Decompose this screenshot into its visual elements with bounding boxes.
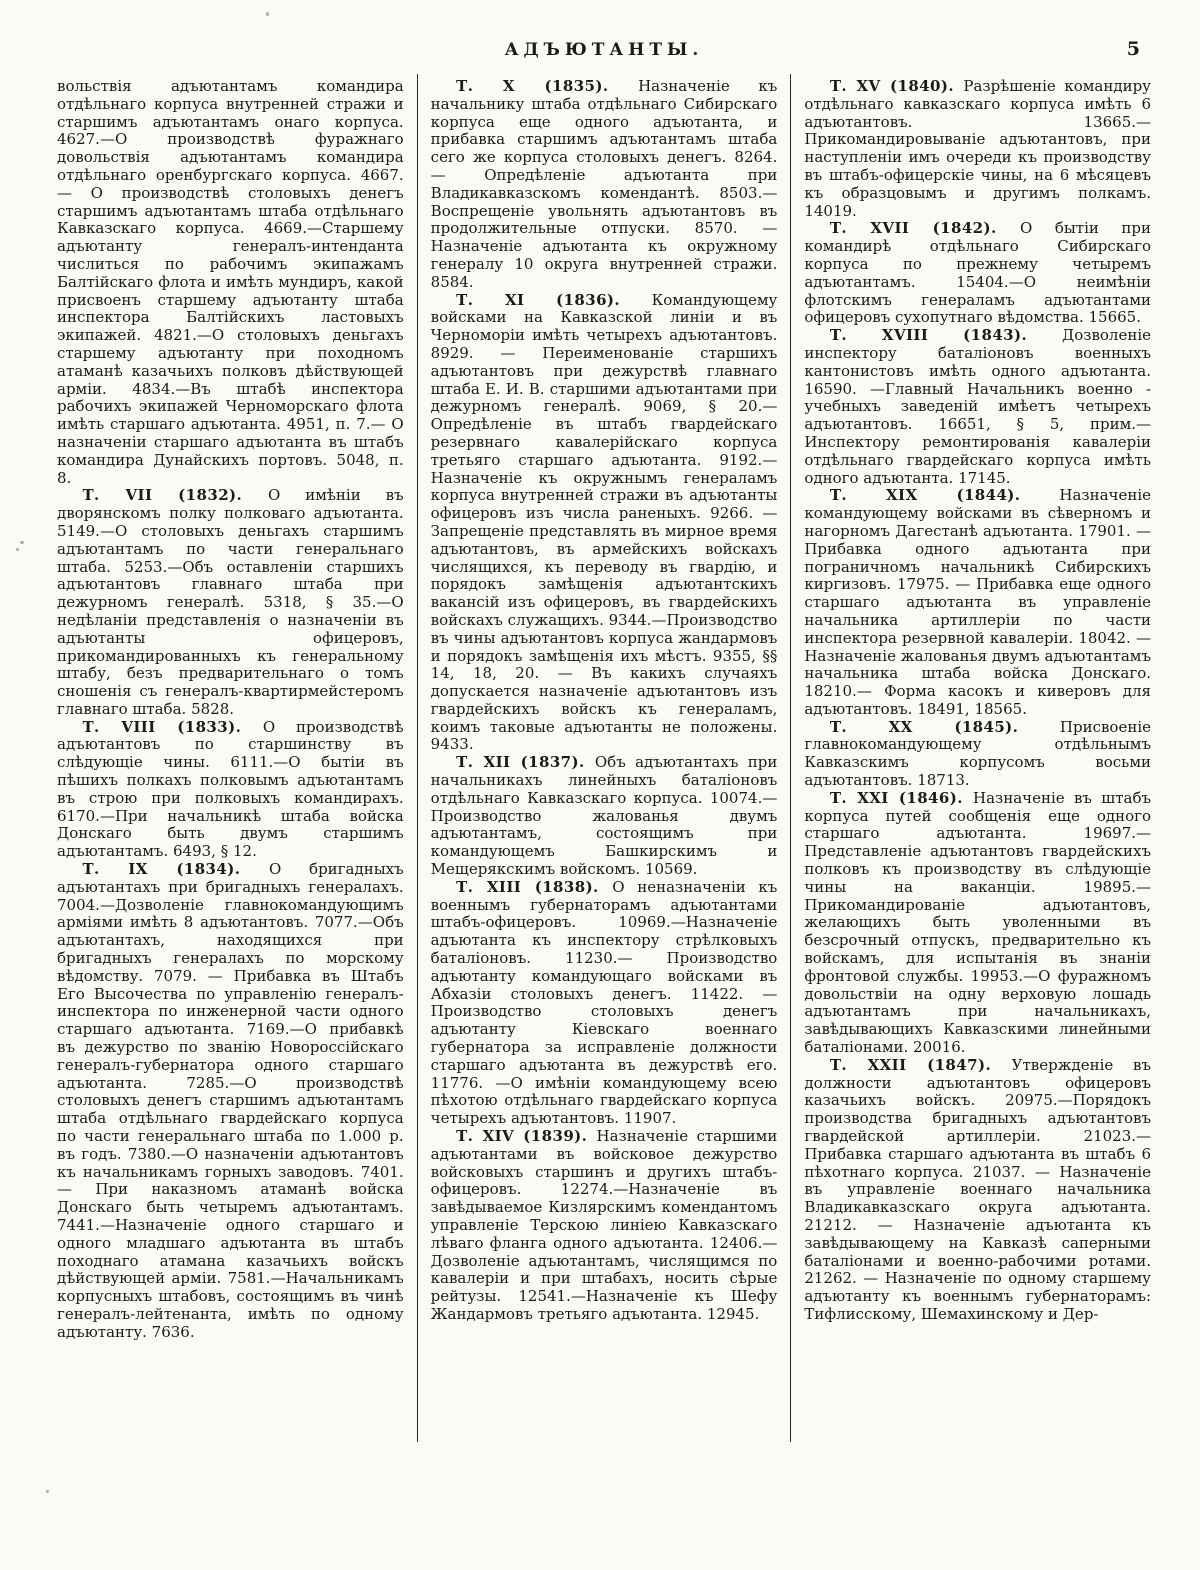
entry-heading: Т. XXI (1846).: [829, 788, 974, 807]
entry-paragraph: вольствія адъютантамъ командира отдѣльнаго корпуса внутренней стражи и старшимъ адъютантамъ онаго корпуса. 4627.—О производствѣ фуражнаго довольствія адъютантамъ командира отдѣльнаго оренбургскаго корпуса. 4667.— О производствѣ столовыхъ денегъ старшимъ адъютантамъ штаба отдѣльнаго Кавказскаго корпуса. 4669.—Старшему адъютанту генералъ-интенданта числиться по рабочимъ экипажамъ Балтійскаго флота и имѣть мундиръ, какой присвоенъ старшему адъютанту штаба инспектора Балтійскихъ ластовыхъ экипажей. 4821.—О столовыхъ деньгахъ старшему адъютанту при походномъ атаманѣ казачьихъ полковъ дѣйствующей арміи. 4834.—Въ штабѣ инспектора рабочихъ экипажей Черноморскаго флота имѣть старшаго адъютанта. 4951, п. 7.— О назначеніи старшаго адъютанта въ штабъ командира Дунайскихъ портовъ. 5048, п. 8.: [57, 77, 404, 487]
entry-heading: Т. XVIII (1843).: [829, 326, 1063, 345]
page-number: 5: [1126, 38, 1140, 60]
scan-speck: [20, 541, 24, 544]
scan-speck: [16, 548, 19, 551]
entry-heading: Т. X (1835).: [456, 77, 639, 95]
entry-paragraph: Т. XI (1836). Командующему войсками на Кавказской линіи и въ Черноморіи имѣть четырехъ адъютантовъ. 8929. — Переименованіе старшихъ адъютантовъ при дежурствѣ главнаго штаба Е. И. В. старшими адъютантами при дежурномъ генералѣ. 9069, § 20.— Опредѣленіе въ штабъ гвардейскаго резервнаго кавалерійскаго корпуса третьяго старшаго адъютанта. 9192.—Назначеніе къ окружнымъ генераламъ корпуса внутренней стражи въ адъютанты офицеровъ изъ числа раненыхъ. 9266. — Запрещеніе представлять въ мирное время адъютантовъ, въ армейскихъ войскахъ числящихся, къ переводу въ гвардію, и порядокъ замѣщенія адъютантскихъ вакансій изъ офицеровъ, въ гвардейскихъ войскахъ служащихъ. 9344.—Производство въ чины адъютантовъ корпуса жандармовъ и порядокъ замѣщенія ихъ мѣстъ. 9355, §§ 14, 18, 20. — Въ какихъ случаяхъ допускается назначеніе адъютантовъ изъ гвардейскихъ войскъ къ генераламъ, коимъ таковые адъютанты не положены. 9433.: [430, 290, 778, 754]
page-header: [44, 26, 1164, 68]
entry-paragraph: Т. X (1835). Назначеніе къ начальнику штаба отдѣльнаго Сибирскаго корпуса еще одного адъютанта, и прибавка старшимъ адъютантамъ штаба сего же корпуса столовыхъ денегъ. 8264. — Опредѣленіе адъютанта при Владикавказскомъ комендантѣ. 8503.—Воспрещеніе увольнять адъютантовъ въ продолжительные отпуски. 8570. — Назначеніе адъютанта къ окружному генералу 10 округа внутренней стражи. 8584.: [430, 77, 778, 291]
entry-paragraph: Т. XX (1845). Присвоеніе главнокомандующему отдѣльнымъ Кавказскимъ корпусомъ восьми адъютантовъ. 18713.: [804, 717, 1152, 790]
entry-paragraph: Т. VII (1832). О имѣніи въ дворянскомъ полку полковаго адъютанта. 5149.—О столовыхъ деньгахъ старшимъ адъютантамъ по части генеральнаго штаба. 5253.—Объ оставленіи старшихъ адъютантовъ главнаго штаба при дежурномъ генералѣ. 5318, § 35.—О недѣланіи представленія о назначеніи въ адъютанты офицеровъ, прикомандированныхъ къ генеральному штабу, безъ предварительнаго о томъ сношенія съ генералъ-квартирмейстеромъ главнаго штаба. 5828.: [57, 486, 404, 718]
entry-paragraph: Т. XXI (1846). Назначеніе въ штабъ корпуса путей сообщенія еще одного старшаго адъютанта. 19697.—Представленіе адъютантовъ гвардейскихъ полковъ къ производству въ слѣдующіе чины на ваканціи. 19895.— Прикомандированіе адъютантовъ, желающихъ быть уволенными въ безсрочный отпускъ, предварительно къ войскамъ, для испытанія въ знаніи фронтовой службы. 19953.—О фуражномъ довольствіи на одну верховую лошадь адъютантамъ при начальникахъ, завѣдывающихъ Кавказскими линейными баталіонами. 20016.: [804, 788, 1152, 1057]
entry-paragraph: Т. XVII (1842). О бытіи при командирѣ отдѣльнаго Сибирскаго корпуса по прежнему четыремъ адъютантамъ. 15404.—О неимѣніи флотскимъ генераламъ адъютантами офицеровъ сухопутнаго вѣдомства. 15665.: [804, 219, 1152, 327]
entry-paragraph: Т. XV (1840). Разрѣшеніе командиру отдѣльнаго кавказскаго корпуса имѣть 6 адъютантовъ. 13665.—Прикомандировываніе адъютантовъ, при наступленіи имъ очереди къ производству въ штабъ-офицерскіе чины, на 6 мѣсяцевъ къ образцовымъ и другимъ полкамъ. 14019.: [804, 77, 1152, 220]
entry-heading: Т. XVII (1842).: [829, 219, 1021, 238]
entry-heading: Т. VII (1832).: [82, 486, 268, 505]
entry-paragraph: Т. XVIII (1843). Дозволеніе инспектору баталіоновъ военныхъ кантонистовъ имѣть одного адъютанта. 16590. —Главный Начальникъ военно - учебныхъ заведеній имѣетъ четырехъ адъютантовъ. 16651, § 5, прим.—Инспектору ремонтированія кавалеріи отдѣльнаго гвардейскаго корпуса имѣть одного адъютанта. 17145.: [804, 326, 1152, 487]
entry-paragraph: Т. XIV (1839). Назначеніе старшими адъютантами въ войсковое дежурство войсковыхъ старшинъ и другихъ штабъ-офицеровъ. 12274.—Назначеніе въ завѣдываемое Кизлярскимъ комендантомъ управленіе Терскою линіею Кавказскаго лѣваго фланга одного адъютанта. 12406.— Дозволеніе адъютантамъ, числящимся по кавалеріи и при штабахъ, носить сѣрые рейтузы. 12541.—Назначеніе къ Шефу Жандармовъ третьяго адъютанта. 12945.: [430, 1127, 778, 1323]
scan-speck: [266, 12, 269, 16]
entry-paragraph: Т. VIII (1833). О производствѣ адъютантовъ по старшинству въ слѣдующіе чины. 6111.—О бытіи въ пѣшихъ полкахъ полковымъ адъютантамъ въ строю при полковыхъ командирахъ. 6170.—При начальникѣ штаба войска Донскаго быть двумъ старшимъ адъютантамъ. 6493, § 12.: [57, 717, 404, 861]
entry-heading: Т. XV (1840).: [829, 77, 964, 95]
entry-heading: Т. XII (1837).: [456, 753, 595, 772]
entry-heading: Т. VIII (1833).: [82, 717, 263, 736]
entry-heading: Т. XI (1836).: [456, 290, 652, 309]
entry-heading: Т. XIII (1838).: [456, 877, 613, 896]
entry-paragraph: Т. IX (1834). О бригадныхъ адъютантахъ при бригадныхъ генералахъ. 7004.—Дозволеніе главнокомандующимъ арміями имѣть 8 адъютантовъ. 7077.—Объ адъютантахъ, находящихся при бригадныхъ генералахъ по морскому вѣдомству. 7079. — Прибавка въ Штабъ Его Высочества по управленію генералъ-инспектора по инженерной части одного старшаго адъютанта. 7169.—О прибавкѣ въ дежурство по званію Новороссійскаго генералъ-губернатора одного старшаго адъютанта. 7285.—О производствѣ столовыхъ денегъ старшимъ адъютантамъ штаба отдѣльнаго гвардейскаго корпуса по части генеральнаго штаба по 1.000 р. въ годъ. 7380.—О назначеніи адъютантовъ къ начальникамъ горныхъ заводовъ. 7401. — При наказномъ атаманѣ войска Донскаго быть четыремъ адъютантамъ. 7441.—Назначеніе одного старшаго и одного младшаго адъютанта въ штабъ походнаго атамана казачьихъ войскъ дѣйствующей арміи. 7581.—Начальникамъ корпусныхъ штабовъ, состоящимъ въ чинѣ генералъ-лейтенанта, имѣть по одному адъютанту. 7636.: [57, 860, 404, 1341]
entry-paragraph: Т. XIX (1844). Назначеніе командующему войсками въ сѣверномъ и нагорномъ Дагестанѣ адъютанта. 17901. — Прибавка одного адъютанта при пограничномъ начальникѣ Сибирскихъ киргизовъ. 17975. — Прибавка еще одного старшаго адъютанта въ управленіе начальника артиллеріи по части инспектора резервной кавалеріи. 18042. — Назначеніе жалованья двумъ адъютантамъ начальника штаба войска Донскаго. 18210.— Форма касокъ и киверовъ для адъютантовъ. 18491, 18565.: [804, 486, 1152, 718]
scan-speck: [46, 1490, 49, 1493]
text-column-2: [417, 74, 791, 1442]
entry-heading: Т. XXII (1847).: [829, 1055, 1012, 1074]
entry-paragraph: Т. XIII (1838). О неназначеніи къ военнымъ губернаторамъ адъютантами штабъ-офицеровъ. 10969.—Назначеніе адъютанта къ инспектору стрѣлковыхъ баталіоновъ. 11230.— Производство адъютанту командующаго войсками въ Абхазіи столовыхъ денегъ. 11422. — Производство столовыхъ денегъ адъютанту Кіевскаго военнаго губернатора за исправленіе должности старшаго адъютанта въ дежурствѣ его. 11776. —О имѣніи командующему всею пѣхотою отдѣльнаго гвардейскаго корпуса четырехъ адъютантовъ. 11907.: [430, 877, 778, 1128]
entry-heading: Т. XX (1845).: [829, 717, 1060, 736]
entry-paragraph: Т. XII (1837). Объ адъютантахъ при начальникахъ линейныхъ баталіоновъ отдѣльнаго Кавказскаго корпуса. 10074.—Производство жалованья двумъ адъютантамъ, состоящимъ при командующемъ Башкирскимъ и Мещерякскимъ войскомъ. 10569.: [430, 753, 778, 879]
text-column-1: [44, 74, 417, 1442]
running-title: АДЪЮТАНТЫ.: [504, 40, 704, 60]
entry-heading: Т. XIV (1839).: [456, 1127, 597, 1146]
entry-paragraph: Т. XXII (1847). Утвержденіе въ должности адъютантовъ офицеровъ казачьихъ войскъ. 20975.—Порядокъ производства бригадныхъ адъютантовъ гвардейской артиллеріи. 21023.— Прибавка старшаго адъютанта въ штабъ 6 пѣхотнаго корпуса. 21037. — Назначеніе въ управленіе военнаго начальника Владикавказскаго округа адъютанта. 21212. — Назначеніе адъютанта къ завѣдывающему на Кавказѣ саперными баталіонами и военно-рабочими ротами. 21262. — Назначеніе по одному старшему адъютанту къ военнымъ губернаторамъ: Тифлисскому, Шемахинскому и Дер-: [804, 1055, 1152, 1323]
entry-heading: Т. IX (1834).: [82, 860, 269, 879]
text-columns: [44, 74, 1164, 1442]
entry-heading: Т. XIX (1844).: [829, 486, 1060, 505]
text-column-3: [790, 74, 1164, 1442]
